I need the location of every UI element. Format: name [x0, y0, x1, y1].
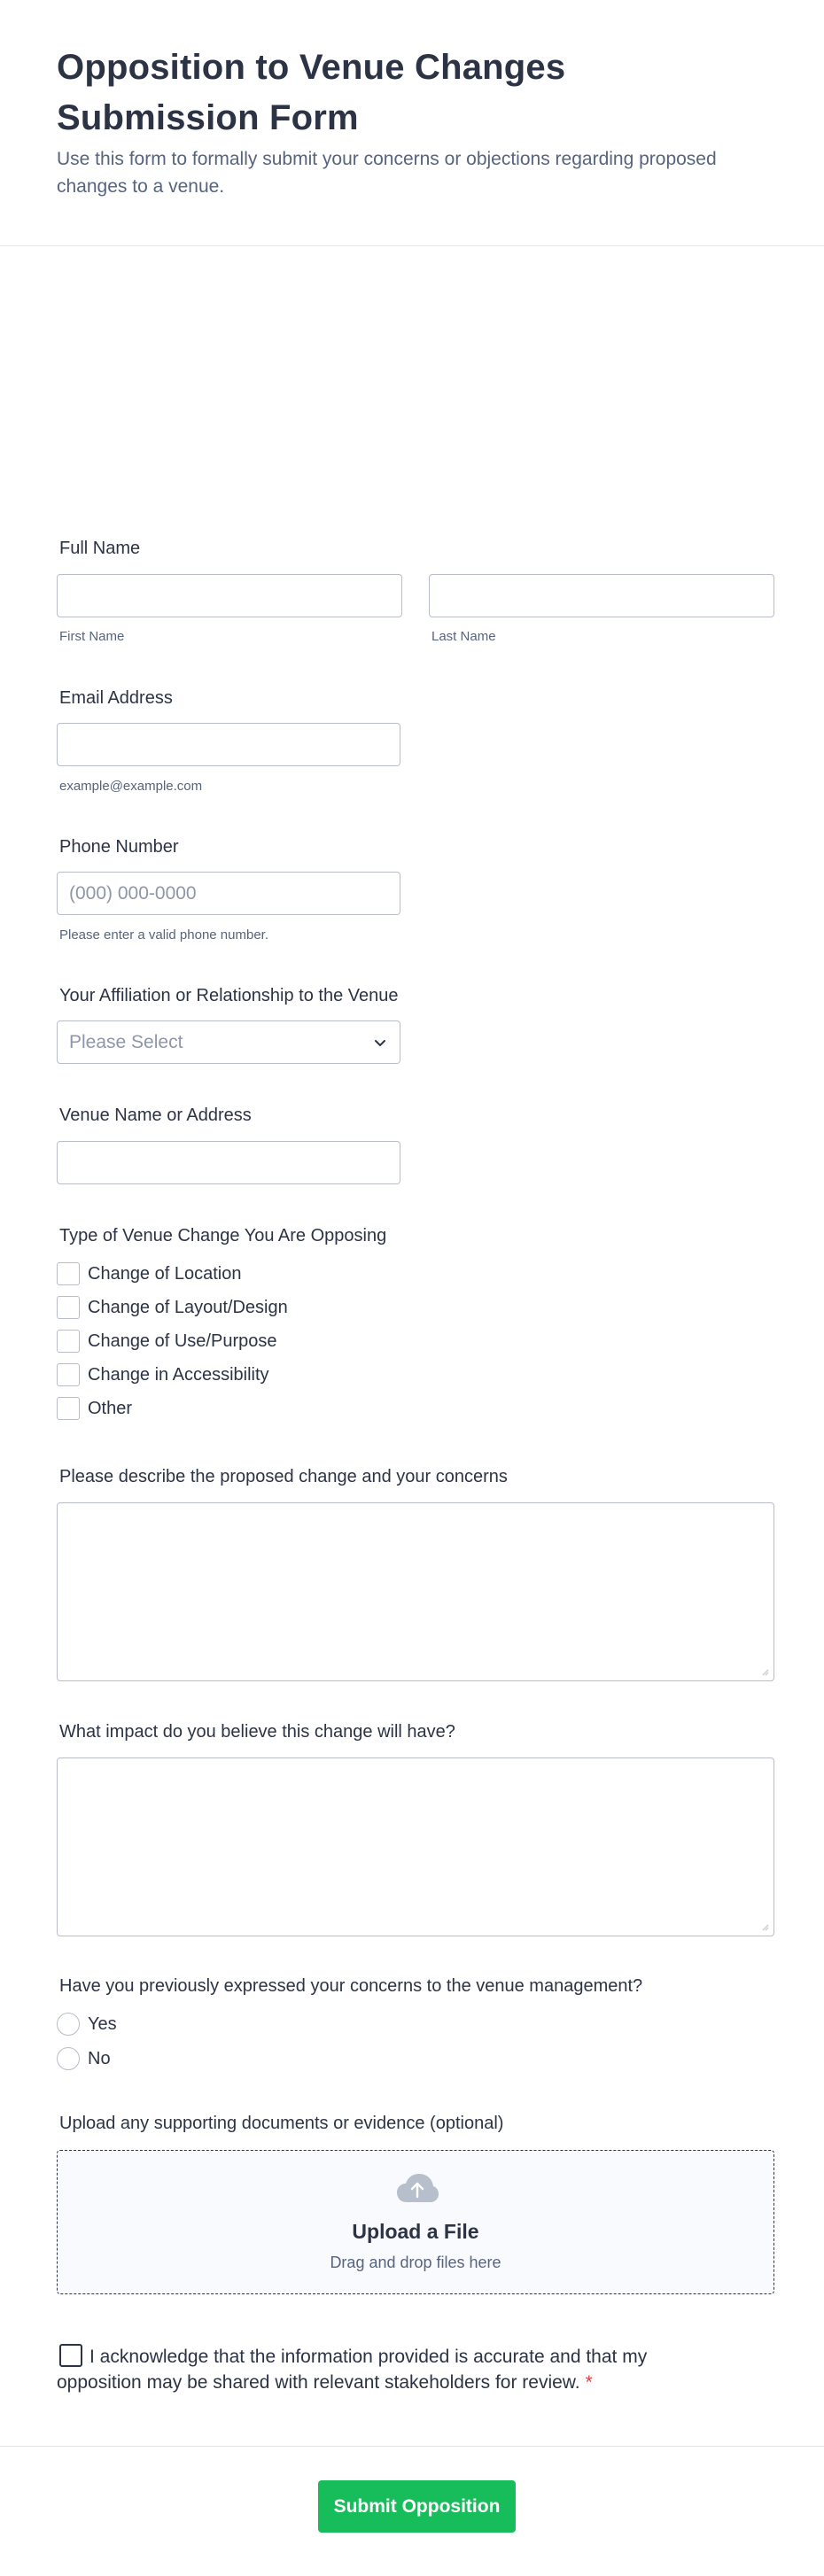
phone-input[interactable] — [57, 872, 400, 915]
venue-label: Venue Name or Address — [59, 1106, 252, 1125]
describe-field — [57, 1465, 774, 1687]
upload-label: Upload any supporting documents or evidence (optional) — [59, 2114, 504, 2133]
affiliation-select[interactable] — [57, 1020, 400, 1064]
form-footer — [0, 2446, 824, 2576]
checkbox[interactable] — [57, 1397, 80, 1420]
resize-handle-icon[interactable] — [762, 1924, 769, 1931]
previous-label: Have you previously expressed your concerns to the venue management? — [59, 1976, 643, 1996]
affiliation-field — [57, 984, 774, 1073]
affiliation-label: Your Affiliation or Relationship to the Venue — [59, 986, 399, 1005]
first-name-sublabel: First Name — [59, 629, 125, 644]
radio-label: No — [88, 2048, 111, 2068]
full-name-label: Full Name — [59, 539, 141, 558]
impact-textarea[interactable] — [57, 1757, 774, 1936]
upload-title: Upload a File — [352, 2220, 479, 2243]
checkbox-label: Change of Location — [88, 1263, 242, 1284]
required-mark: * — [585, 2372, 593, 2393]
affiliation-placeholder: Please Select — [69, 1032, 183, 1052]
radio-option-no[interactable] — [57, 2047, 111, 2070]
phone-field — [57, 835, 774, 950]
phone-label: Phone Number — [59, 837, 179, 857]
radio-option-yes[interactable] — [57, 2013, 117, 2036]
submit-button[interactable]: Submit Opposition — [318, 2480, 516, 2533]
checkbox-option[interactable] — [57, 1296, 288, 1319]
first-name-input[interactable] — [57, 574, 402, 617]
previous-field — [57, 1975, 774, 2072]
form-subtitle: Use this form to formally submit your concerns or objections regarding proposed changes to a venue. — [57, 149, 717, 197]
venue-field — [57, 1104, 774, 1192]
checkbox-option[interactable] — [57, 1363, 269, 1386]
checkbox-option[interactable] — [57, 1397, 132, 1420]
email-input[interactable] — [57, 723, 400, 766]
acknowledge-field — [57, 2344, 695, 2395]
venue-input[interactable] — [57, 1141, 400, 1184]
full-name-field — [57, 537, 774, 652]
checkbox[interactable] — [57, 1330, 80, 1353]
checkbox-label: Change of Use/Purpose — [88, 1331, 277, 1351]
change-type-field — [57, 1224, 774, 1428]
describe-label: Please describe the proposed change and your concerns — [59, 1467, 508, 1486]
checkbox-option[interactable] — [57, 1262, 241, 1285]
resize-handle-icon[interactable] — [762, 1669, 769, 1676]
checkbox-option[interactable] — [57, 1330, 276, 1353]
checkbox-label: Change of Layout/Design — [88, 1297, 288, 1317]
checkbox-label: Other — [88, 1398, 133, 1418]
radio-label: Yes — [88, 2013, 117, 2034]
describe-textarea[interactable] — [57, 1502, 774, 1681]
file-dropzone[interactable] — [57, 2150, 774, 2294]
cloud-upload-icon — [395, 2172, 439, 2204]
form-title: Opposition to Venue Changes Submission Form — [57, 48, 566, 137]
radio-button[interactable] — [57, 2013, 80, 2036]
checkbox-label: Change in Accessibility — [88, 1364, 269, 1385]
upload-subtitle: Drag and drop files here — [330, 2254, 501, 2271]
radio-button[interactable] — [57, 2047, 80, 2070]
change-type-label: Type of Venue Change You Are Opposing — [59, 1226, 387, 1245]
last-name-sublabel: Last Name — [431, 629, 496, 644]
checkbox[interactable] — [57, 1296, 80, 1319]
email-field — [57, 687, 774, 802]
acknowledge-text: I acknowledge that the information provided is accurate and that my opposition may be shared with relevant stakeholders for review. — [57, 2347, 648, 2393]
impact-field — [57, 1720, 774, 1942]
phone-placeholder: (000) 000-0000 — [69, 883, 197, 904]
upload-field — [57, 2112, 774, 2298]
checkbox[interactable] — [57, 1262, 80, 1285]
impact-label: What impact do you believe this change will have? — [59, 1722, 455, 1742]
checkbox[interactable] — [57, 1363, 80, 1386]
chevron-down-icon — [371, 1034, 389, 1051]
email-sublabel: example@example.com — [59, 779, 203, 794]
last-name-input[interactable] — [429, 574, 774, 617]
email-label: Email Address — [59, 688, 173, 708]
form-header — [0, 0, 824, 246]
phone-sublabel: Please enter a valid phone number. — [59, 927, 268, 943]
acknowledge-checkbox[interactable] — [59, 2344, 82, 2367]
